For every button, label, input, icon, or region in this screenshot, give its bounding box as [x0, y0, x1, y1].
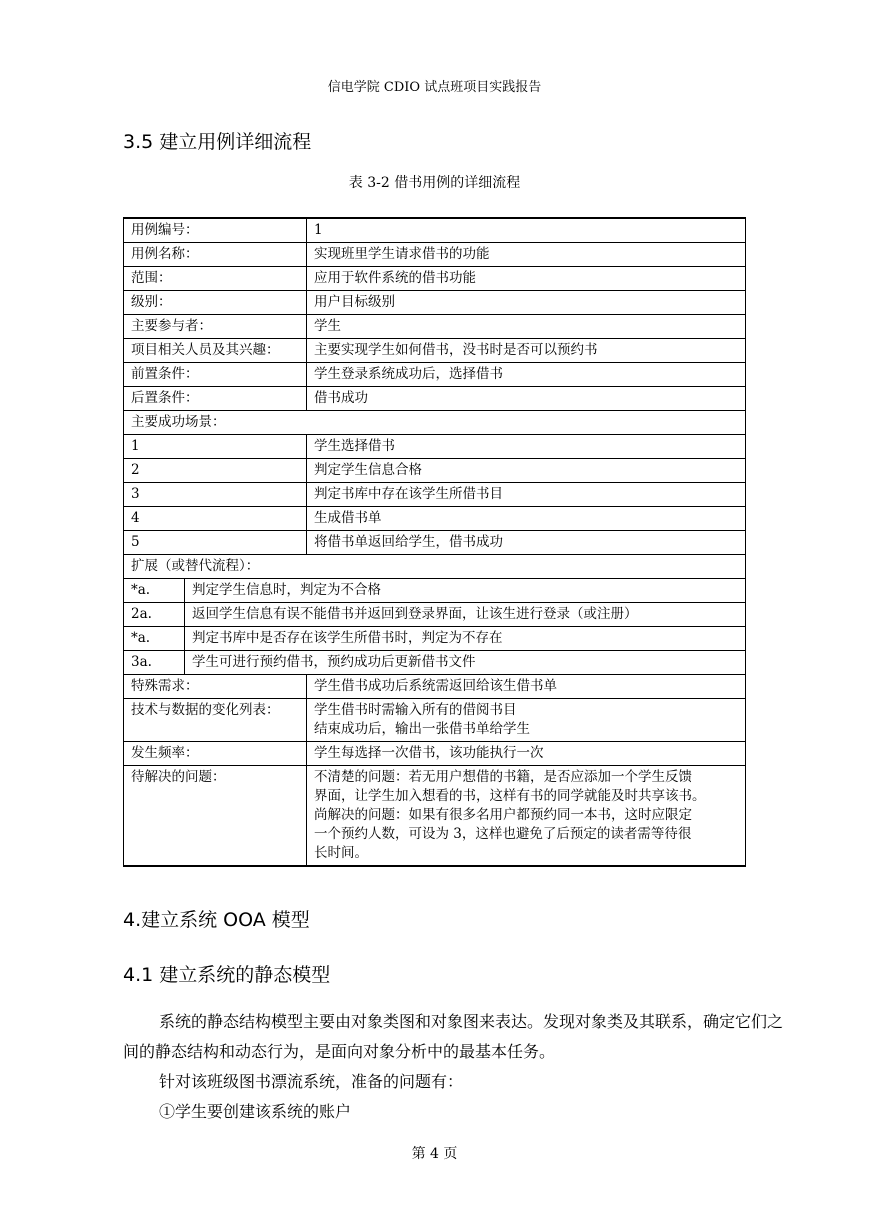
extension-id: *a.: [124, 579, 185, 603]
field-value: 借书成功: [307, 387, 746, 411]
field-label: 主要参与者：: [124, 315, 307, 339]
cell-line: 一个预约人数，可设为 3，这样也避免了后预定的读者需等待很: [314, 826, 692, 842]
field-label: 用例编号：: [124, 218, 307, 243]
table-row: [124, 459, 746, 483]
step-number: 3: [124, 483, 307, 507]
use-case-table: [123, 217, 746, 867]
field-label: 后置条件：: [124, 387, 307, 411]
field-label: 发生频率：: [124, 742, 307, 766]
cell-line: 不清楚的问题：若无用户想借的书籍，是否应添加一个学生反馈: [314, 769, 692, 785]
field-value: 主要实现学生如何借书，没书时是否可以预约书: [307, 339, 746, 363]
field-value: 学生: [307, 315, 746, 339]
extension-description: 学生可进行预约借书，预约成功后更新借书文件: [185, 651, 746, 675]
field-label: 用例名称：: [124, 243, 307, 267]
main-scenario-label: 主要成功场景：: [124, 411, 746, 435]
step-number: 4: [124, 507, 307, 531]
extension-label: 扩展（或替代流程）：: [124, 555, 746, 579]
table-row: [124, 603, 746, 627]
extension-description: 判定学生信息时，判定为不合格: [185, 579, 746, 603]
field-value: 学生借书成功后系统需返回给该生借书单: [307, 675, 746, 699]
table-row: [124, 363, 746, 387]
table-row: [124, 387, 746, 411]
section-heading-4: 4.建立系统 OOA 模型: [123, 909, 310, 931]
table-row: [124, 507, 746, 531]
field-label: 范围：: [124, 267, 307, 291]
field-value: 应用于软件系统的借书功能: [307, 267, 746, 291]
cell-line: 长时间。: [314, 845, 368, 861]
table-row: [124, 742, 746, 766]
cell-line: 尚解决的问题：如果有很多名用户都预约同一本书，这时应限定: [314, 807, 692, 823]
extension-id: 2a.: [124, 603, 185, 627]
table-row: [124, 243, 746, 267]
table-row: [124, 766, 746, 867]
paragraph-questions-intro: 针对该班级图书漂流系统，准备的问题有：: [159, 1072, 464, 1091]
step-description: 将借书单返回给学生，借书成功: [307, 531, 746, 555]
table-row: [124, 411, 746, 435]
paragraph-question-1: ①学生要创建该系统的账户: [159, 1102, 352, 1121]
field-label: 前置条件：: [124, 363, 307, 387]
table-row: [124, 627, 746, 651]
field-label: 技术与数据的变化列表：: [124, 699, 307, 742]
field-value: [307, 766, 746, 867]
table-row: [124, 699, 746, 742]
field-label: 特殊需求：: [124, 675, 307, 699]
step-number: 2: [124, 459, 307, 483]
cell-line: 学生借书时需输入所有的借阅书目: [314, 702, 517, 718]
table-row: [124, 315, 746, 339]
field-value: [307, 699, 746, 742]
field-label: 待解决的问题：: [124, 766, 307, 867]
extension-description: 返回学生信息有误不能借书并返回到登录界面，让该生进行登录（或注册）: [185, 603, 746, 627]
field-value: 学生登录系统成功后，选择借书: [307, 363, 746, 387]
field-label: 级别：: [124, 291, 307, 315]
section-heading-3-5: 3.5 建立用例详细流程: [123, 131, 312, 153]
table-row: [124, 675, 746, 699]
extension-id: *a.: [124, 627, 185, 651]
step-description: 判定书库中存在该学生所借书目: [307, 483, 746, 507]
section-heading-4-1: 4.1 建立系统的静态模型: [123, 964, 331, 986]
table-row: [124, 483, 746, 507]
page-footer: 第 4 页: [411, 1146, 458, 1162]
step-number: 1: [124, 435, 307, 459]
step-description: 判定学生信息合格: [307, 459, 746, 483]
step-description: 学生选择借书: [307, 435, 746, 459]
table-row: [124, 267, 746, 291]
field-label: 项目相关人员及其兴趣：: [124, 339, 307, 363]
field-value: 用户目标级别: [307, 291, 746, 315]
cell-line: 结束成功后，输出一张借书单给学生: [314, 721, 530, 737]
extension-id: 3a.: [124, 651, 185, 675]
table-row: [124, 291, 746, 315]
page-header: 信电学院 CDIO 试点班项目实践报告: [327, 80, 542, 95]
table-row: [124, 435, 746, 459]
table-row: [124, 579, 746, 603]
table-caption: 表 3-2 借书用例的详细流程: [348, 175, 521, 191]
field-value: 实现班里学生请求借书的功能: [307, 243, 746, 267]
step-description: 生成借书单: [307, 507, 746, 531]
step-number: 5: [124, 531, 307, 555]
table-row: [124, 555, 746, 579]
field-value: 1: [307, 218, 746, 243]
table-row: [124, 531, 746, 555]
table-row: [124, 651, 746, 675]
field-value: 学生每选择一次借书，该功能执行一次: [307, 742, 746, 766]
cell-line: 界面，让学生加入想看的书，这样有书的同学就能及时共享该书。: [314, 788, 706, 804]
extension-description: 判定书库中是否存在该学生所借书时，判定为不存在: [185, 627, 746, 651]
table-row: [124, 339, 746, 363]
table-row: [124, 218, 746, 243]
paragraph-static-model: 系统的静态结构模型主要由对象类图和对象图来表达。发现对象类及其联系，确定它们之间的静态结构和动态行为，是面向对象分析中的最基本任务。: [123, 1012, 784, 1061]
